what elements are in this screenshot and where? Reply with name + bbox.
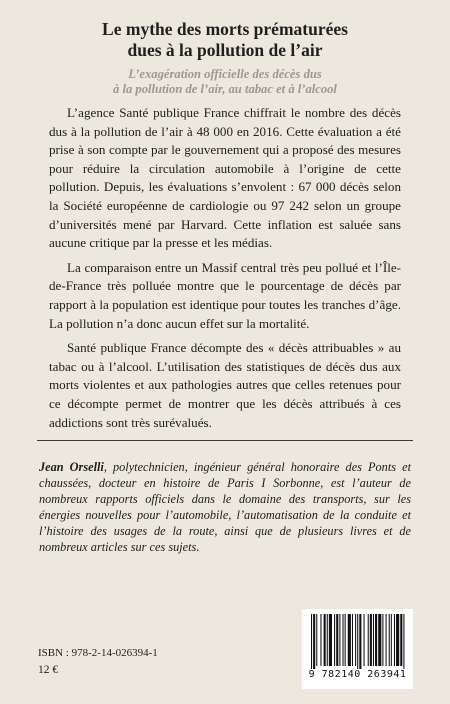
barcode-bar xyxy=(386,614,387,666)
title-line-2: dues à la pollution de l’air xyxy=(127,40,323,60)
barcode-bar xyxy=(396,614,399,666)
barcode-bar xyxy=(373,614,374,666)
barcode-bar xyxy=(348,614,351,666)
author-name: Jean Orselli xyxy=(39,460,104,474)
barcode-bar xyxy=(327,614,328,666)
barcode-bar xyxy=(359,614,361,669)
barcode-bars xyxy=(308,614,407,669)
book-subtitle xyxy=(30,67,420,97)
barcode-bar xyxy=(334,614,335,666)
barcode-bar xyxy=(343,614,344,666)
barcode-bar xyxy=(352,614,353,666)
book-title xyxy=(20,19,430,61)
subtitle-line-2: à la pollution de l’air, au tabac et à l’alcool xyxy=(113,82,337,96)
barcode-bar xyxy=(313,614,315,669)
title-line-1: Le mythe des morts prématurées xyxy=(102,19,348,39)
barcode-bar xyxy=(403,614,404,669)
blurb-paragraph-2: La comparaison entre un Massif central très peu pollué et l’Île-de-France très polluée montre que le pourcentage de décès par rapport à la population est identique pour toutes les tranches d’âge. La pollution n’a donc aucun effet sur la mortalité. xyxy=(49,259,401,331)
barcode-bar xyxy=(311,614,312,669)
barcode-bar xyxy=(368,614,369,666)
barcode xyxy=(302,609,413,689)
barcode-bar xyxy=(339,614,340,666)
barcode-bar xyxy=(329,614,332,666)
barcode-bar xyxy=(355,614,356,666)
barcode-bar xyxy=(324,614,326,666)
barcode-digits: 9 782140 263941 xyxy=(308,669,407,680)
isbn: ISBN : 978-2-14-026394-1 xyxy=(38,647,158,659)
barcode-bar xyxy=(375,614,377,666)
barcode-bar xyxy=(389,614,390,666)
subtitle-line-1: L’exagération officielle des décès dus xyxy=(128,67,322,81)
barcode-bar xyxy=(316,614,317,666)
author-description: , polytechnicien, ingénieur général honoraire des Ponts et chaussées, docteur en histoire de Paris I Sorbonne, est l’auteur de nombreux rapports officiels dans le domaine des transports, sur les énergies nouvelles pour l’automobile, l’automatisation de la conduite et l’histoire des usages de la route, ainsi que de plusieurs livres et de nombreux articles sur ces sujets. xyxy=(39,460,411,555)
blurb-paragraph-3: Santé publique France décompte des « décès attribuables » au tabac ou à l’alcool. L’utilisation des statistiques de décès dus aux morts violentes et aux pathologies autres que celles retenues pour ce décompte permet de montrer que les décès attribués à ces addictions sont très surévalués. xyxy=(49,340,401,430)
blurb-paragraph-1: L’agence Santé publique France chiffrait le nombre des décès dus à la pollution de l’air à 48 000 en 2016. Cette évaluation a été prise à son compte par le gouvernement qui a proposé des mesures pour réduire la circulation automobile à l’origine de cette pollution. Depuis, les évaluations s’envolent : 67 000 décès selon la Société européenne de cardiologie ou 97 242 selon un groupe d’universités mené par Harvard. Cette inflation est saluée sans aucune critique par la presse et les médias. xyxy=(49,105,401,251)
barcode-bar xyxy=(336,614,338,666)
barcode-bar xyxy=(357,614,358,669)
barcode-bar xyxy=(370,614,372,666)
divider xyxy=(37,440,413,441)
price: 12 € xyxy=(38,664,59,676)
barcode-bar xyxy=(394,614,395,666)
barcode-bar xyxy=(345,614,346,666)
barcode-bar xyxy=(378,614,381,666)
barcode-bar xyxy=(320,614,321,666)
barcode-bar xyxy=(391,614,392,666)
author-bio xyxy=(39,459,411,556)
barcode-bar xyxy=(400,614,402,666)
barcode-bar xyxy=(364,614,365,666)
blurb xyxy=(49,104,401,438)
barcode-bar xyxy=(382,614,383,666)
